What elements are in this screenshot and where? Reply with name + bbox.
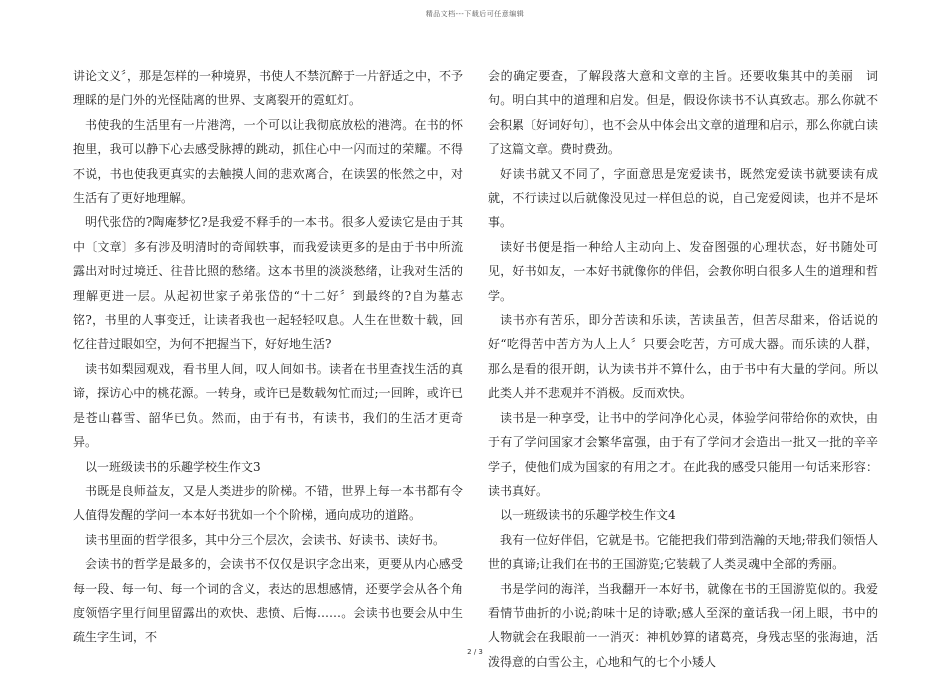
paragraph: 读书是一种享受，让书中的学问净化心灵，体验学问带给你的欢快，由于有了学问国家才会繁华富强，由于有了学问才会造出一批又一批的辛辛学子，使他们成为国家的有用之才。在此我的感受只能用一句话来形容：读书真好。 (488, 410, 878, 498)
paragraph: 讲论文义〞，那是怎样的一种境界，书使人不禁沉醉于一片舒适之中，不予理睬的是门外的光怪陆离的世界、支离裂开的霓虹灯。 (73, 69, 464, 108)
paragraph: 会的确定要查，了解段落大意和文章的主旨。还要收集其中的美丽 词句。明白其中的道理和启发。但是，假设你读书不认真致志。那么你就不会积累〔好词好句〕，也不会从中体会出文章的道理和启示，那么你就白读了这篇文章。费时费劲。 (488, 69, 879, 157)
paragraph: 我有一位好伴侣，它就是书。它能把我们带到浩瀚的天地;带我们领悟人世的真谛;让我们在书的王国游览;它装载了人类灵魂中全部的秀丽。 (488, 532, 878, 572)
page-header: 精品文档---下载后可任意编辑 (425, 10, 525, 18)
paragraph: 读书里面的哲学很多，其中分三个层次，会读书、好读书、读好书。 (85, 532, 446, 547)
paragraph: 会读书的哲学是最多的，会读书不仅仅是识字念出来，更要从内心感受每一段、每一句、每一个词的含义，表达的思想感情，还要学会从各个角度领悟字里行间里留露出的欢快、悲愤、后悔……。会读书也要会从中生疏生字生词，不 (73, 557, 463, 645)
paragraph: 读好书便是指一种给人主动向上、发奋图强的心理状态，好书随处可见，好书如友，一本好书就像你的伴侣，会教你明白很多人生的道理和哲学。 (488, 239, 878, 303)
paragraph: 明代张岱的?陶庵梦忆?是我爱不释手的一本书。很多人爱读它是由于其中〔文章〕多有涉及明清时的奇闻轶事，而我爱读更多的是由于书中所流露出对时过境迁、往昔比照的愁绪。这本书里的淡淡愁绪，让我对生活的理解更进一层。从起初世家子弟张岱的“十二好〞到最终的?自为墓志铭?，书里的人事变迁，让读者我也一起轻轻叹息。人生在世数十载，回忆往昔过眼如空，为何不把握当下，好好地生活? (73, 215, 463, 352)
paragraph: 好读书就又不同了，字面意思是宠爱读书，既然宠爱读书就要读有成就，不行读过以后就像没见过一样但总的说，自己宠爱阅读，也并不是坏事。 (488, 166, 878, 230)
paragraph: 书是学问的海洋，当我翻开一本好书，就像在书的王国游览似的。我爱看情节曲折的小说;韵味十足的诗歌;感人至深的童话我一闭上眼，书中的人物就会在我眼前一一消灭：神机妙算的诸葛亮，身残志坚的张海迪，活泼得意的白雪公主，心地和气的七个小矮人 (488, 581, 878, 669)
paragraph: 书使我的生活里有一片港湾，一个可以让我彻底放松的港湾。在书的怀抱里，我可以静下心去感受脉搏的跳动，抓住心中一闪而过的荣耀。不得不说，书也使我更真实的去触摸人间的悲欢离合，在读罢的怅然之中，对生活有了更好地理解。 (73, 117, 463, 206)
essay-title: 以一班级读书的乐趣学校生作文4 (500, 508, 676, 523)
left-text-column (73, 64, 463, 650)
paragraph: 读书如梨园观戏，看书里人间，叹人间如书。读者在书里查找生活的真谛，探访心中的桃花源。一转身，或许已是数载匆忙而过;一回眸，或许已是苍山暮雪、韶华已负。然而，由于有书，有读书，我们的生活才更奇异。 (73, 361, 463, 450)
paragraph: 读书亦有苦乐，即分苦读和乐读，苦读虽苦，但苦尽甜来，俗话说的好“吃得苦中苦方为人上人〞只要会吃苦，方可成大器。而乐读的人群，那么是看的很开朗，认为读书并不算什么，由于书中有大量的学问。所以此类人并不悲观并不消极。反而欢快。 (488, 313, 878, 401)
essay-title: 以一班级读书的乐趣学校生作文3 (85, 459, 261, 474)
right-text-column (488, 64, 878, 674)
paragraph: 书既是良师益友，又是人类进步的阶梯。不错，世界上每一本书都有令人值得发醒的学问一本本好书犹如一个个阶梯，通向成功的道路。 (73, 483, 463, 523)
page-number: 2 / 3 (467, 648, 483, 656)
